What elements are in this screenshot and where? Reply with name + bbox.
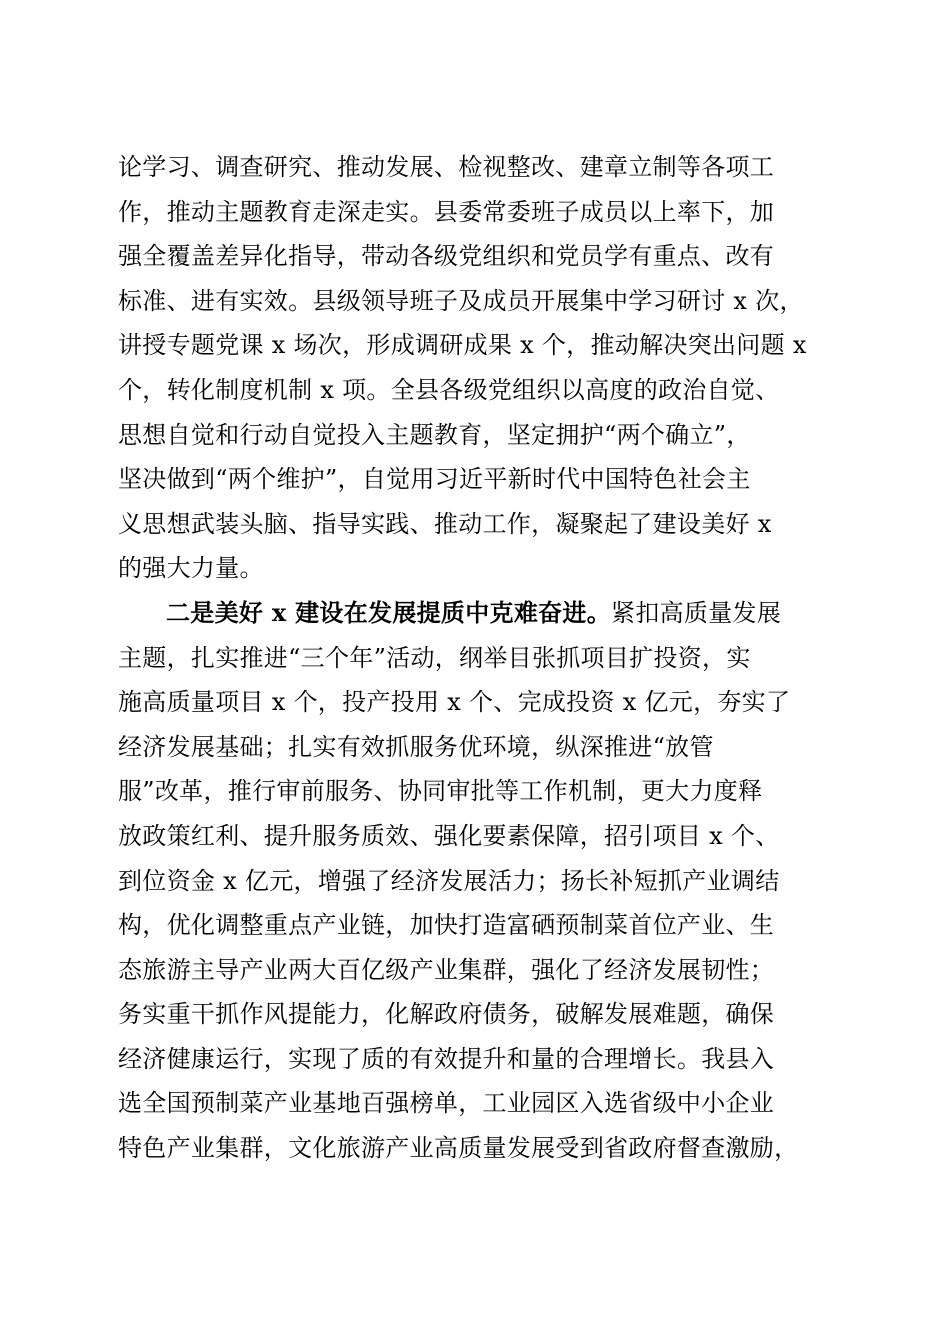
text-line: 主题，扎实推进“三个年”活动，纲举目张抓项目扩投资，实 [118, 643, 751, 672]
text-run: 紧扣高质量发展 [611, 598, 782, 627]
paragraph-lead-heading: 二是美好 x 建设在发展提质中克难奋进。 [166, 597, 612, 627]
paragraph-2 [118, 591, 832, 1171]
paragraph-2-first-line [118, 591, 832, 636]
text-line: 作，推动主题教育走深走实。县委常委班子成员以上率下，加 [118, 197, 775, 226]
text-line: 义思想武装头脑、指导实践、推动工作，凝聚起了建设美好 x [118, 509, 772, 538]
text-line: 坚决做到“两个维护”，自觉用习近平新时代中国特色社会主 [118, 465, 751, 494]
text-line: 个，转化制度机制 x 项。全县各级党组织以高度的政治自觉、 [118, 375, 780, 404]
text-line: 经济发展基础；扎实有效抓服务优环境，纵深推进“放管 [118, 732, 714, 761]
text-line: 施高质量项目 x 个，投产投用 x 个、完成投资 x 亿元，夯实了 [118, 688, 791, 717]
text-line: 讲授专题党课 x 场次，形成调研成果 x 个，推动解决突出问题 x [118, 331, 807, 360]
text-line: 论学习、调查研究、推动发展、检视整改、建章立制等各项工 [118, 153, 775, 181]
paragraph-1 [118, 145, 832, 591]
document-body [118, 145, 832, 1171]
text-line: 态旅游主导产业两大百亿级产业集群，强化了经济发展韧性； [118, 955, 775, 984]
text-line: 经济健康运行，实现了质的有效提升和量的合理增长。我县入 [118, 1044, 775, 1073]
text-line: 务实重干抓作风提能力，化解政府债务，破解发展难题，确保 [118, 1000, 775, 1029]
text-line: 强全覆盖差异化指导，带动各级党组织和党员学有重点、改有 [118, 242, 775, 271]
text-line: 服”改革，推行审前服务、协同审批等工作机制，更大力度释 [118, 777, 763, 806]
text-line: 放政策红利、提升服务质效、强化要素保障，招引项目 x 个、 [118, 821, 780, 850]
text-line: 到位资金 x 亿元，增强了经济发展活力；扬长补短抓产业调结 [118, 866, 780, 895]
text-line: 构，优化调整重点产业链，加快打造富硒预制菜首位产业、生 [118, 911, 775, 940]
text-line: 思想自觉和行动自觉投入主题教育，坚定拥护“两个确立”， [118, 420, 751, 449]
text-line: 选全国预制菜产业基地百强榜单，工业园区入选省级中小企业 [118, 1089, 775, 1118]
text-line: 特色产业集群，文化旅游产业高质量发展受到省政府督查激励， [118, 1134, 799, 1163]
text-line: 标准、进有实效。县级领导班子及成员开展集中学习研讨 x 次， [118, 286, 804, 315]
text-line: 的强大力量。 [118, 554, 264, 583]
